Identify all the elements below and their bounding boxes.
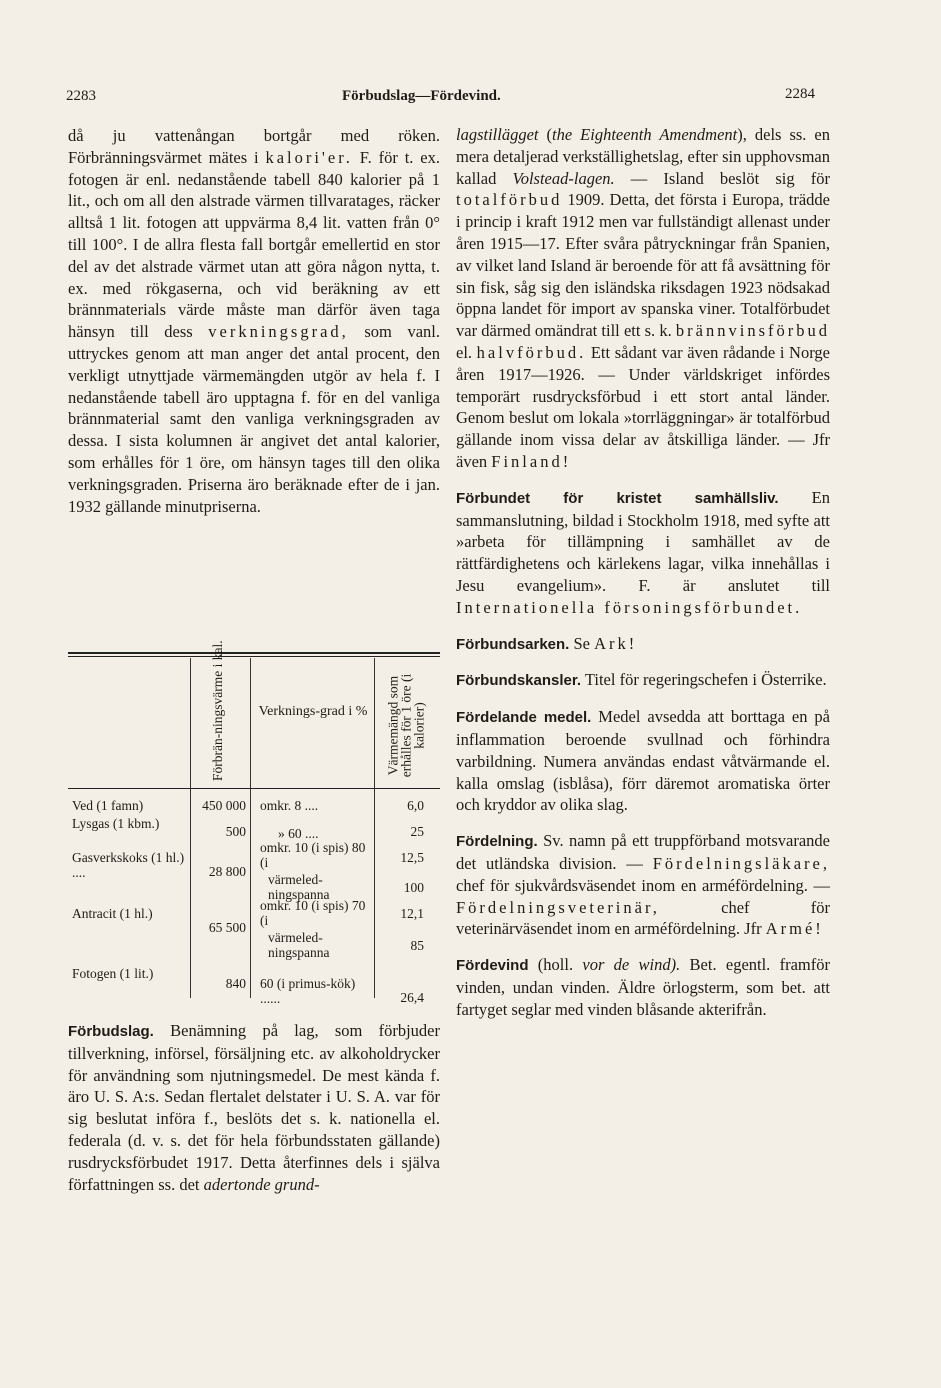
row-heat: 28 800	[208, 864, 246, 879]
entry-text: Medel avsedda att borttaga en på inflammation beroende svullnad och förhindra varbildning. Numera användas endast våtvärmande el. kalla omslag (isblåsa), förr däremot aromatiska örter och kryddor av olika slag.	[456, 707, 830, 815]
table-divider-2	[250, 658, 251, 998]
table-rule-header	[68, 788, 440, 789]
entry-spaced: brännvinsförbud	[675, 321, 830, 341]
row-grade: 60 (i primus-kök) ......	[260, 976, 356, 1006]
entry-fordelning	[456, 830, 830, 940]
row-grade: omkr. 8 ....	[260, 798, 319, 813]
row-material: Fotogen (1 lit.)	[72, 966, 154, 981]
left-column-lower	[68, 1020, 440, 1195]
header-calories-per-ore: Värmemängd som erhålles för 1 öre (i kalorier)	[385, 673, 427, 778]
entry-text: (holl.	[528, 955, 583, 975]
row-calories: 6,0	[407, 798, 424, 813]
row-material: Gasverkskoks (1 hl.) ....	[72, 850, 185, 880]
entry-forbundsarken	[456, 633, 830, 656]
entry-text: ), dels ss. en mera detaljerad verkställighetslag, efter sin upphovsman kallad	[456, 125, 830, 188]
header-efficiency: Verknings-grad i %	[258, 704, 368, 719]
entry-spaced: Fördelningsveterinär,	[456, 897, 660, 917]
row-grade: » 60 ....	[278, 826, 319, 841]
entry-text: el.	[456, 342, 477, 362]
entry-spaced: Fördelningsläkare,	[652, 853, 830, 873]
entry-text: Titel för regeringschefen i Österrike.	[581, 670, 827, 690]
table-rule-top-2	[68, 656, 440, 657]
headword-fordevind: Fördevind	[456, 957, 529, 975]
table-rule-top	[68, 652, 440, 654]
intro-paragraph	[68, 125, 440, 517]
entry-spaced: totalförbud	[456, 190, 563, 210]
row-grade: omkr. 10 (i spis) 80 (i	[260, 840, 366, 870]
fuel-table	[68, 640, 440, 1006]
entry-fordelande-medel	[456, 706, 830, 816]
headword-forbudslag: Förbudslag.	[68, 1023, 154, 1040]
entry-text: Bet. egentl. framför vinden, undan vinden. Äldre örlogsterm, som bet. att fartyget seglar med vinden blåsande akterifrån.	[456, 955, 830, 1019]
entry-forbundet-kristet	[456, 487, 830, 619]
entry-forbudslag	[68, 1020, 440, 1195]
row-calories-2: 100	[403, 880, 424, 895]
right-column	[456, 124, 830, 1034]
headword-fordelande-medel: Fördelande medel.	[456, 709, 592, 727]
row-heat: 450 000	[202, 798, 246, 813]
intro-spaced-1: kalori'er.	[265, 147, 353, 167]
entry-text: — Island beslöt sig för	[614, 168, 830, 188]
right-page-number: 2284	[785, 86, 815, 102]
intro-spaced-2: verkningsgrad,	[208, 322, 349, 342]
row-calories: 12,5	[400, 850, 424, 865]
left-column	[68, 125, 440, 517]
entry-spaced: halvförbud.	[476, 342, 587, 362]
entry-spaced: Armé!	[765, 919, 824, 939]
headword-forbundsarken: Förbundsarken.	[456, 635, 570, 653]
row-grade-2: värmeled-ningspanna	[268, 930, 330, 960]
entry-italic: adertonde grund-	[203, 1174, 320, 1194]
entry-spaced: Ark!	[594, 633, 638, 653]
headword-fordelning: Fördelning.	[456, 833, 538, 851]
entry-text: Benämning på lag, som förbjuder tillverkning, införsel, försäljning etc. av alkoholdrycker för användning som njutningsmedel. De mest kända f. äro U. S. A:s. Sedan flertalet delstater i U. S. A. var för sig beslutat införa f., beslöts det s. k. nationella el. federala (d. v. s. det för hela förbundsstaten gällande) rusdrycksförbudet 1917. Detta återfinnes dels i själva författningen ss. det	[68, 1021, 440, 1194]
table-divider-1	[190, 658, 191, 998]
entry-italic: Volstead-lagen.	[512, 168, 615, 188]
entry-spaced: Internationella försoningsförbundet.	[456, 597, 803, 617]
entry-italic: vor de wind).	[582, 955, 681, 975]
row-grade: omkr. 10 (i spis) 70 (i	[260, 898, 366, 928]
entry-text: En sammanslutning, bildad i Stockholm 1918, med syfte att »arbeta för tillämpning i samhället av de rättfärdighetens och kärlekens lagar, vilka innehållas i Jesu evangelium». F. är anslutet till	[456, 487, 830, 595]
entry-text: (	[538, 125, 552, 144]
row-calories: 26,4	[400, 990, 424, 1005]
entry-forbudslag-cont	[456, 124, 830, 473]
running-title: Förbudslag—Fördevind.	[342, 88, 501, 104]
entry-text: Ett sådant var även rådande i Norge åren 1917—1926. — Under världskriget infördes temporärt rusdrycksförbud i ett stort antal länder. Genom beslut om lokala »torrläggningar» är totalförbud gällande inom vissa delar av åtskilliga länder. — Jfr även	[456, 342, 830, 471]
running-header	[60, 88, 820, 112]
row-calories: 12,1	[400, 906, 424, 921]
left-page-number: 2283	[66, 88, 96, 104]
entry-forbundskansler	[456, 669, 830, 692]
entry-italic: lagstillägget	[456, 125, 539, 144]
row-calories-2: 85	[410, 938, 424, 953]
header-heat-value: Förbrän-ningsvärme i kal.	[210, 640, 225, 781]
row-heat: 840	[225, 976, 246, 991]
entry-text: Se	[569, 633, 595, 653]
entry-italic: the Eighteenth Amendment	[552, 125, 738, 144]
entry-text: Sv. namn på ett truppförband motsvarande det utländska division. —	[456, 831, 830, 873]
row-material: Lysgas (1 kbm.)	[72, 816, 160, 831]
row-grade-2: värmeled-ningspanna	[268, 872, 330, 902]
entry-fordevind	[456, 954, 830, 1020]
intro-text-1: då ju vattenångan bortgår med röken. Förbränningsvärmet mätes i	[68, 126, 440, 167]
entry-spaced: Finland!	[491, 451, 572, 471]
headword-forbundskansler: Förbundskansler.	[456, 672, 582, 690]
entry-text: 1909. Detta, det första i Europa, trädde i princip i kraft 1912 men var fullständigt allenast under åren 1915—17. Efter svåra påtryckningar från Spanien, av vilket land Island är beroende för att få avsättning för sin fisk, såg sig den isländska riksdagen 1923 nödsakad öppna landet för import av spanska viner. Totalförbudet var därmed omändrat till ett s. k.	[456, 190, 830, 341]
row-material: Antracit (1 hl.)	[72, 906, 153, 921]
intro-text-3: som vanl. uttryckes genom att man anger det antal procent, den verkligt utnyttjade värmemängden utgör av hela f. I nedanstående tabell äro upptagna f. för en del vanliga brännmaterial samt den vanliga verkningsgraden av dessa. I sista kolumnen är angivet det antal kalorier, som erhålles för 1 öre, om hänsyn tages till den olika verkningsgraden. Priserna äro beräknade efter de i jan. 1932 gällande minutpriserna.	[68, 322, 441, 516]
row-heat: 65 500	[208, 920, 246, 935]
intro-text-2: F. för t. ex. fotogen är enl. nedanstående tabell 840 kalorier på 1 lit., och om all den alstrade värmen tillvaratages, räcker alltså 1 lit. fotogen att uppvärma 8,4 lit. vatten från 0° till 100°. I de allra flesta fall bortgår emellertid en stor del av det alstrade värmet utan att göra någon nytta, t. ex. med rökgaserna, och vid beräkning av ett brännmaterials värde måste man därför även taga hänsyn till dess	[68, 147, 440, 342]
headword-forbundet: Förbundet för kristet samhällsliv.	[456, 489, 779, 507]
row-heat: 500	[225, 824, 246, 839]
row-calories: 25	[410, 824, 424, 839]
entry-text: chef för sjukvårdsväsendet inom en arméfördelning. —	[456, 875, 830, 895]
row-material: Ved (1 famn)	[72, 798, 144, 813]
entry-text: chef för veterinärväsendet inom en arméfördelning. Jfr	[456, 897, 830, 939]
table-divider-3	[374, 658, 375, 998]
